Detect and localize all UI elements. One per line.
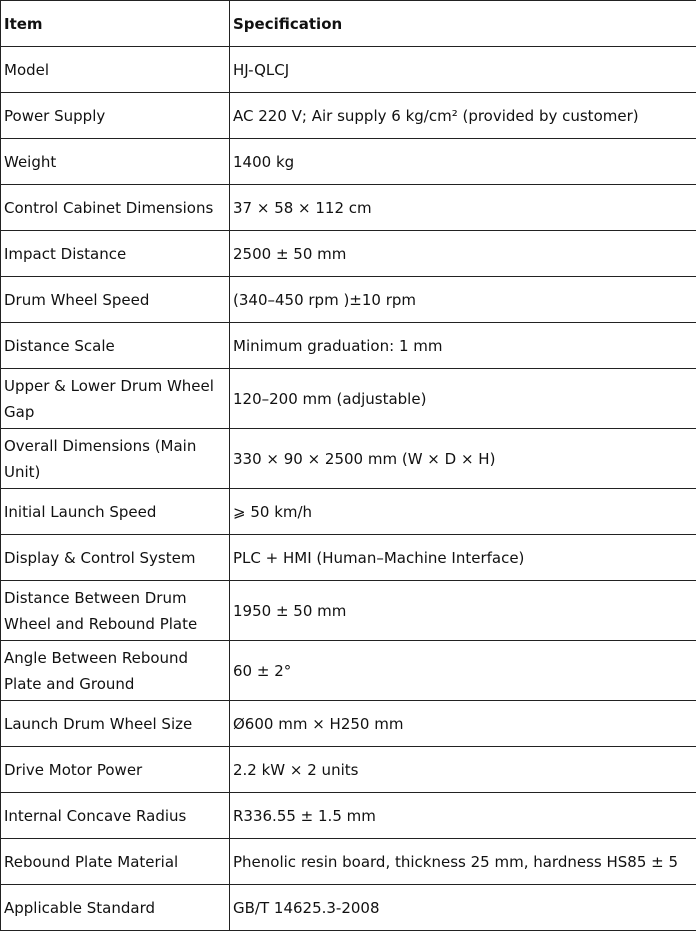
row-item: Applicable Standard bbox=[1, 885, 230, 931]
row-item: Control Cabinet Dimensions bbox=[1, 185, 230, 231]
row-specification: Minimum graduation: 1 mm bbox=[230, 323, 696, 369]
row-item: Model bbox=[1, 47, 230, 93]
table-row bbox=[1, 535, 696, 581]
row-specification: R336.55 ± 1.5 mm bbox=[230, 793, 696, 839]
column-header-specification: Specification bbox=[230, 1, 696, 47]
table-row bbox=[1, 793, 696, 839]
table-row bbox=[1, 47, 696, 93]
row-specification: 330 × 90 × 2500 mm (W × D × H) bbox=[230, 429, 696, 489]
row-specification: ⩾ 50 km/h bbox=[230, 489, 696, 535]
column-header-item: Item bbox=[1, 1, 230, 47]
row-specification: (340–450 rpm )±10 rpm bbox=[230, 277, 696, 323]
table-row bbox=[1, 839, 696, 885]
table-row bbox=[1, 369, 696, 429]
row-specification: 37 × 58 × 112 cm bbox=[230, 185, 696, 231]
row-specification: PLC + HMI (Human–Machine Interface) bbox=[230, 535, 696, 581]
table-row bbox=[1, 581, 696, 641]
row-item: Weight bbox=[1, 139, 230, 185]
row-specification: 1950 ± 50 mm bbox=[230, 581, 696, 641]
row-specification: 2500 ± 50 mm bbox=[230, 231, 696, 277]
table-row bbox=[1, 277, 696, 323]
row-item: Drum Wheel Speed bbox=[1, 277, 230, 323]
row-specification: GB/T 14625.3-2008 bbox=[230, 885, 696, 931]
table-row bbox=[1, 641, 696, 701]
row-item: Power Supply bbox=[1, 93, 230, 139]
table-row bbox=[1, 489, 696, 535]
row-item: Internal Concave Radius bbox=[1, 793, 230, 839]
row-specification: 60 ± 2° bbox=[230, 641, 696, 701]
row-item: Initial Launch Speed bbox=[1, 489, 230, 535]
row-item: Upper & Lower Drum Wheel Gap bbox=[1, 369, 230, 429]
table-row bbox=[1, 139, 696, 185]
row-specification: 2.2 kW × 2 units bbox=[230, 747, 696, 793]
row-specification: HJ-QLCJ bbox=[230, 47, 696, 93]
table-row bbox=[1, 747, 696, 793]
row-item: Angle Between Rebound Plate and Ground bbox=[1, 641, 230, 701]
table-row bbox=[1, 429, 696, 489]
row-specification: AC 220 V; Air supply 6 kg/cm² (provided by customer) bbox=[230, 93, 696, 139]
row-specification: 120–200 mm (adjustable) bbox=[230, 369, 696, 429]
row-item: Drive Motor Power bbox=[1, 747, 230, 793]
row-specification: 1400 kg bbox=[230, 139, 696, 185]
row-specification: Ø600 mm × H250 mm bbox=[230, 701, 696, 747]
table-row bbox=[1, 701, 696, 747]
row-item: Distance Between Drum Wheel and Rebound Plate bbox=[1, 581, 230, 641]
table-header-row bbox=[1, 1, 696, 47]
row-item: Rebound Plate Material bbox=[1, 839, 230, 885]
table-row bbox=[1, 93, 696, 139]
row-specification: Phenolic resin board, thickness 25 mm, hardness HS85 ± 5 bbox=[230, 839, 696, 885]
row-item: Launch Drum Wheel Size bbox=[1, 701, 230, 747]
row-item: Display & Control System bbox=[1, 535, 230, 581]
row-item: Distance Scale bbox=[1, 323, 230, 369]
table-row bbox=[1, 323, 696, 369]
row-item: Overall Dimensions (Main Unit) bbox=[1, 429, 230, 489]
table-row bbox=[1, 185, 696, 231]
table-row bbox=[1, 231, 696, 277]
row-item: Impact Distance bbox=[1, 231, 230, 277]
table-row bbox=[1, 885, 696, 931]
